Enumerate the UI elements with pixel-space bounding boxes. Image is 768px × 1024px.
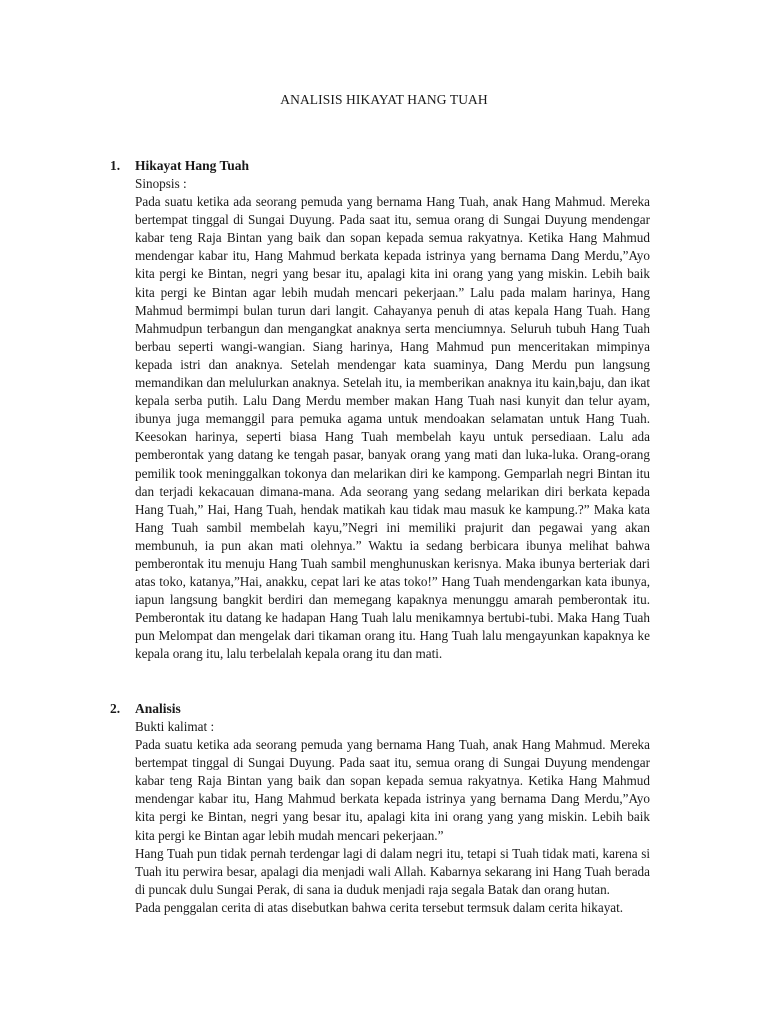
conclusion-paragraph: Pada penggalan cerita di atas disebutkan bahwa cerita tersebut termsuk dalam cerita hikayat. [135,899,624,915]
section-analisis [110,700,650,917]
synopsis-paragraph: Pada suatu ketika ada seorang pemuda yang bernama Hang Tuah, anak Hang Mahmud. Mereka bertempat tinggal di Sungai Duyung. Pada saat itu, semua orang di Sungai Duyung mendengar kabar teng Raja Bintan yang baik dan sopan kepada semua rakyatnya. Ketika Hang Mahmud mendengar kabar itu, Hang Mahmud berkata kepada istrinya yang bernama Dang Merdu,”Ayo kita pergi ke Bintan, negri yang besar itu, apalagi kita ini orang yang yang miskin. Lebih baik kita pergi ke Bintan agar lebih mudah mencari pekerjaan.” Lalu pada malam harinya, Hang Mahmud bermimpi bulan turun dari langit. Cahayanya penuh di atas kepala Hang Tuah. Hang Mahmudpun terbangun dan mengangkat anaknya serta menciumnya. Seluruh tubuh Hang Tuah berbau seperti wangi-wangian. Siang harinya, Hang Mahmud pun menceritakan mimpinya kepada istri dan anaknya. Setelah mendengar kata suaminya, Dang Merdu pun langsung memandikan dan melulurkan anaknya. Setelah itu, ia memberikan anaknya itu kain,baju, dan ikat kepala serba putih. Lalu Dang Merdu member makan Hang Tuah nasi kunyit dan telur ayam, ibunya juga memanggil para pemuka agama untuk mendoakan selamatan untuk Hang Tuah. Keesokan harinya, seperti biasa Hang Tuah membelah kayu untuk persediaan. Lalu ada pemberontak yang datang ke tengah pasar, banyak orang yang mati dan luka-luka. Orang-orang pemilik took meninggalkan tokonya dan melarikan diri ke kampong. Gemparlah negri Bintan itu dan terjadi kekacauan dimana-mana. Ada seorang yang sedang melarikan diri berkata kepada Hang Tuah,” Hai, Hang Tuah, hendak matikah kau tidak mau masuk ke kampung.?” Maka kata Hang Tuah sambil membelah kayu,”Negri ini memiliki prajurit dan pegawai yang akan membunuh, ia pun akan mati olehnya.” Waktu ia sedang berbicara ibunya melihat bahwa pemberontak itu menuju Hang Tuah sambil menghunuskan kerisnya. Maka ibunya berteriak dari atas toko, katanya,”Hai, anakku, cepat lari ke atas toko!” Hang Tuah mendengarkan kata ibunya, iapun langsung bangkit berdiri dan memegang kapaknya menunggu amarah pemberontak itu. Pemberontak itu datang ke hadapan Hang Tuah lalu menikamnya bertubi-tubi. Maka Hang Tuah pun Melompat dan mengelak dari tikaman orang itu. Hang Tuah lalu mengayunkan kapaknya ke kepala orang itu, lalu terbelalah kepala orang itu dan mati. [135,194,650,662]
section-hikayat [110,157,650,664]
analysis-paragraph: Hang Tuah pun tidak pernah terdengar lagi di dalam negri itu, tetapi si Tuah tidak mati, karena si Tuah itu perwira besar, apalagi dia menjadi wali Allah. Kabarnya sekarang ini Hang Tuah berada di puncak dulu Sungai Perak, di sana ia duduk menjadi raja segala Batak dan orang hutan. [135,845,650,897]
section-heading [110,157,650,175]
section-body [135,175,650,664]
section-body [135,718,650,917]
document-title: ANALISIS HIKAYAT HANG TUAH [280,92,488,107]
section-heading [110,700,650,718]
section-number: 1. [110,158,121,173]
section-heading-text: Analisis [135,701,181,716]
evidence-paragraph: Pada suatu ketika ada seorang pemuda yang bernama Hang Tuah, anak Hang Mahmud. Mereka bertempat tinggal di Sungai Duyung. Pada saat itu, semua orang di Sungai Duyung mendengar kabar teng Raja Bintan yang baik dan sopan kepada semua rakyatnya. Ketika Hang Mahmud mendengar kabar itu, Hang Mahmud berkata kepada istrinya yang bernama Dang Merdu,”Ayo kita pergi ke Bintan, negri yang besar itu, apalagi kita ini orang yang yang miskin. Lebih baik kita pergi ke Bintan agar lebih mudah mencari pekerjaan.” [135,737,650,843]
synopsis-label: Sinopsis : [135,176,187,191]
section-number: 2. [110,701,121,716]
evidence-label: Bukti kalimat : [135,719,215,734]
section-heading-text: Hikayat Hang Tuah [135,158,250,173]
